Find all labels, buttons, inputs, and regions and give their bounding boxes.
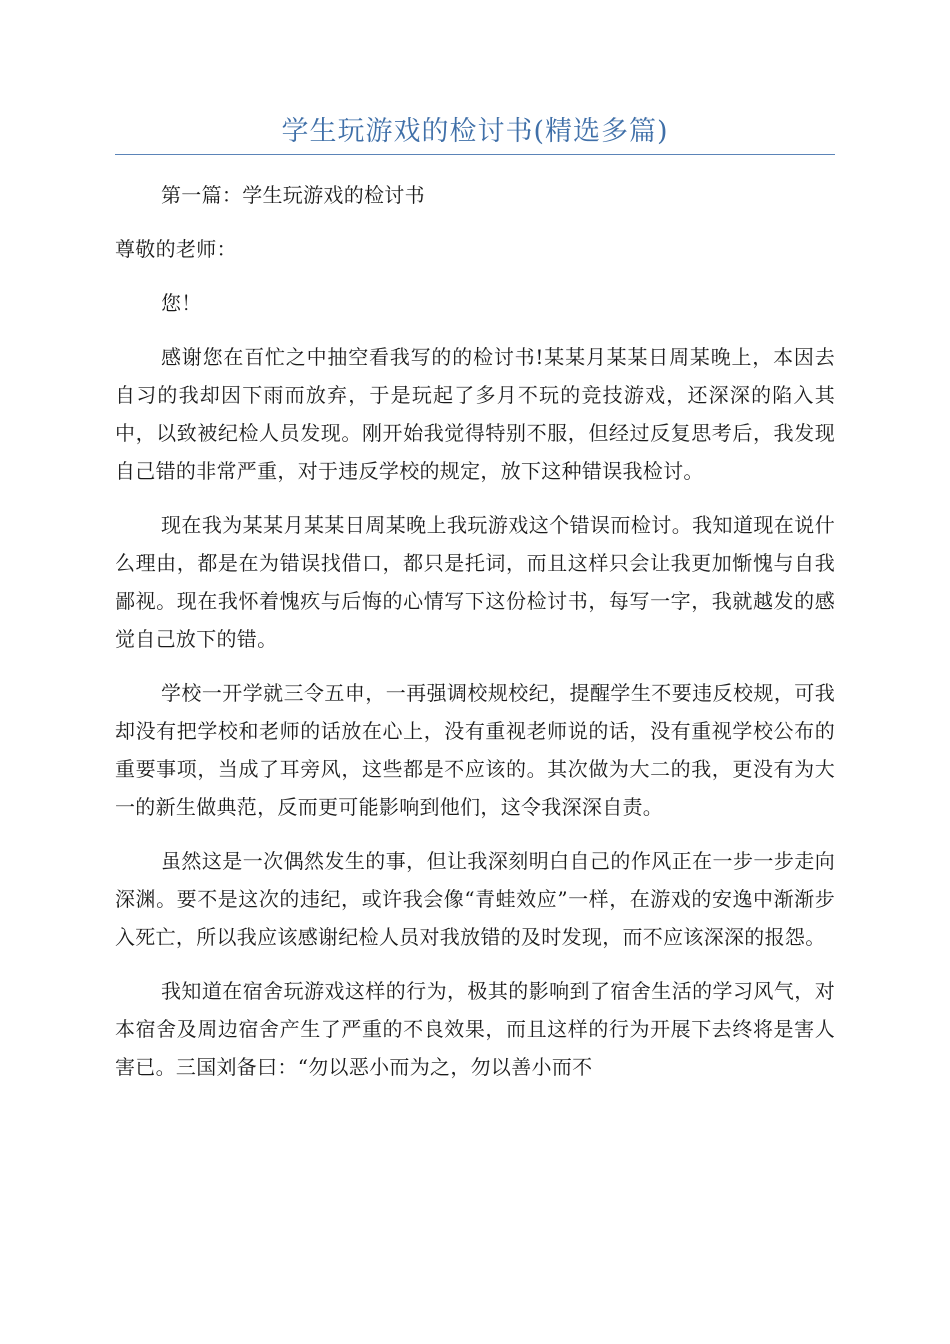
body-paragraph: 虽然这是一次偶然发生的事，但让我深刻明白自己的作风正在一步一步走向深渊。要不是这次的违纪，或许我会像“青蛙效应”一样，在游戏的安逸中渐渐步入死亡，所以我应该感谢纪检人员对我放错的及时发现，而不应该深深的报怨。 xyxy=(115,849,835,949)
section-heading: 第一篇：学生玩游戏的检讨书 xyxy=(161,183,425,207)
body-paragraph: 学校一开学就三令五申，一再强调校规校纪，提醒学生不要违反校规，可我却没有把学校和老师的话放在心上，没有重视老师说的话，没有重视学校公布的重要事项，当成了耳旁风，这些都是不应该的。其次做为大二的我，更没有为大一的新生做典范，反而更可能影响到他们，这令我深深自责。 xyxy=(115,681,835,819)
body-paragraph: 我知道在宿舍玩游戏这样的行为，极其的影响到了宿舍生活的学习风气，对本宿舍及周边宿舍产生了严重的不良效果，而且这样的行为开展下去终将是害人害已。三国刘备曰：“勿以恶小而为之，勿以善小而不 xyxy=(115,979,835,1079)
body-paragraph: 现在我为某某月某某日周某晚上我玩游戏这个错误而检讨。我知道现在说什么理由，都是在为错误找借口，都只是托词，而且这样只会让我更加惭愧与自我鄙视。现在我怀着愧疚与后悔的心情写下这份检讨书，每写一字，我就越发的感觉自己放下的错。 xyxy=(115,513,835,651)
document-title: 学生玩游戏的检讨书(精选多篇) xyxy=(281,116,669,147)
document-body xyxy=(115,176,835,1102)
body-paragraph: 感谢您在百忙之中抽空看我写的的检讨书!某某月某某日周某晚上，本因去自习的我却因下雨而放弃，于是玩起了多月不玩的竞技游戏，还深深的陷入其中，以致被纪检人员发现。刚开始我觉得特别不服，但经过反复思考后，我发现自己错的非常严重，对于违反学校的规定，放下这种错误我检讨。 xyxy=(115,345,835,483)
greeting: 您！ xyxy=(161,291,202,315)
title-underline xyxy=(115,154,835,155)
salutation: 尊敬的老师： xyxy=(115,237,237,261)
